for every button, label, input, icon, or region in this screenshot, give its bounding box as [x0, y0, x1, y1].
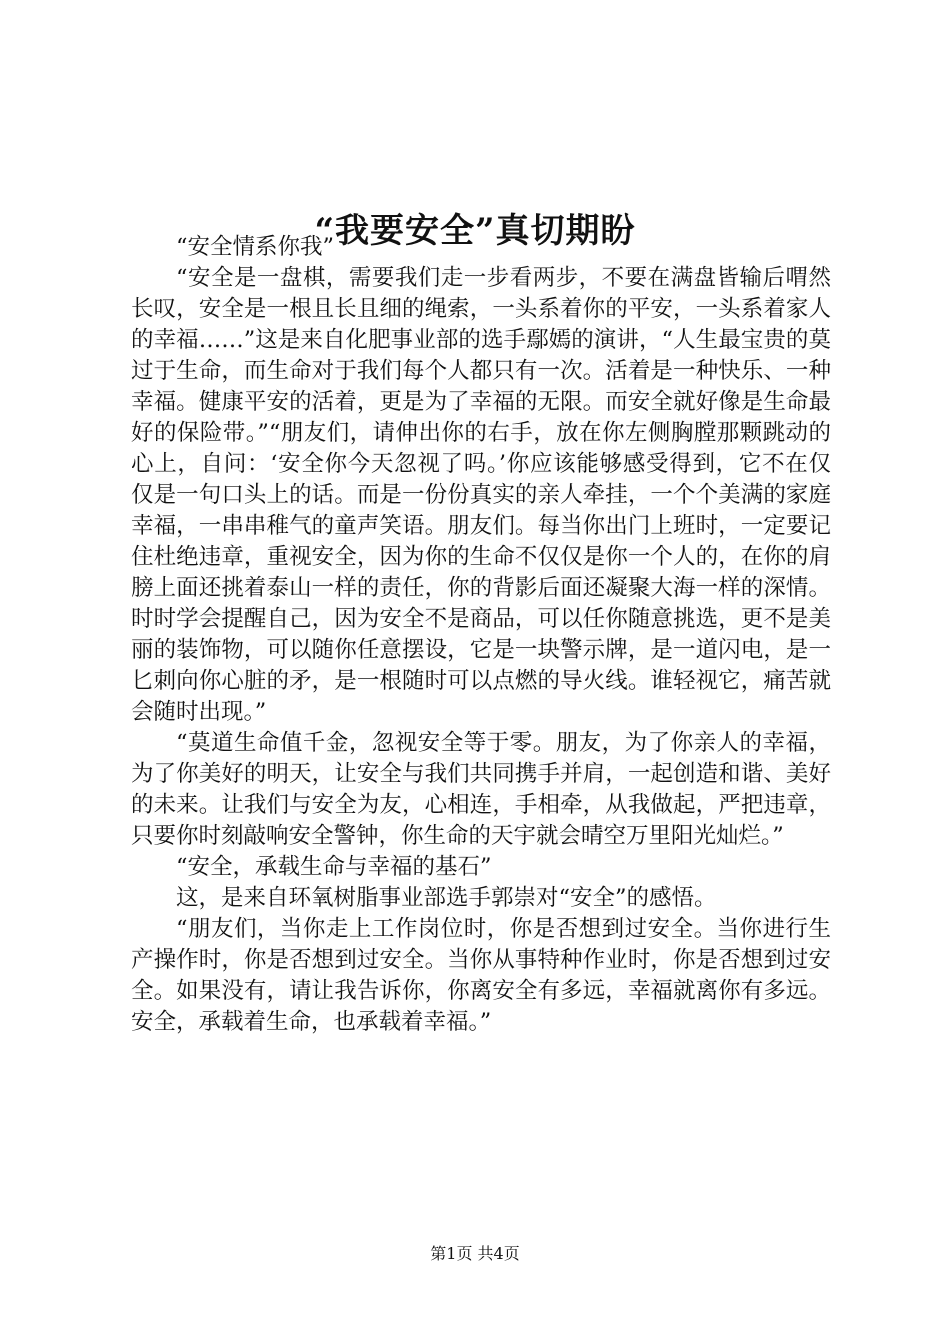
page-number-footer: 第1页 共4页: [430, 1244, 520, 1263]
document-title: “我要安全”真切期盼: [314, 210, 636, 251]
section-heading: “安全，承载生命与幸福的基石”: [176, 854, 492, 880]
section-heading: “安全情系你我”: [176, 234, 335, 260]
body-paragraph: “朋友们，当你走上工作岗位时，你是否想到过安全。当你进行生产操作时，你是否想到过安全。当你从事特种作业时，你是否想到过安全。如果没有，请让我告诉你，你离安全有多远，幸福就离你有多远。安全，承载着生命，也承载着幸福。”: [131, 916, 831, 1035]
document-body: [131, 232, 831, 1038]
body-paragraph: “安全是一盘棋，需要我们走一步看两步，不要在满盘皆输后喟然长叹，安全是一根且长且细的绳索，一头系着你的平安，一头系着家人的幸福……”这是来自化肥事业部的选手鄢嫣的演讲，“人生最宝贵的莫过于生命，而生命对于我们每个人都只有一次。活着是一种快乐、一种幸福。健康平安的活着，更是为了幸福的无限。而安全就好像是生命最好的保险带。”“朋友们，请伸出你的右手，放在你左侧胸膛那颗跳动的心上，自问：‘安全你今天忽视了吗。’你应该能够感受得到，它不在仅仅是一句口头上的话。而是一份份真实的亲人牵挂，一个个美满的家庭幸福，一串串稚气的童声笑语。朋友们。每当你出门上班时，一定要记住杜绝违章，重视安全，因为你的生命不仅仅是你一个人的，在你的肩膀上面还挑着泰山一样的责任，你的背影后面还凝聚大海一样的深情。时时学会提醒自己，因为安全不是商品，可以任你随意挑选，更不是美丽的装饰物，可以随你任意摆设，它是一块警示牌，是一道闪电，是一匕刺向你心脏的矛，是一根随时可以点燃的导火线。谁轻视它，痛苦就会随时出现。”: [131, 265, 831, 725]
body-paragraph: “莫道生命值千金，忽视安全等于零。朋友，为了你亲人的幸福，为了你美好的明天，让安全与我们共同携手并肩，一起创造和谐、美好的未来。让我们与安全为友，心相连，手相牵，从我做起，严把违章，只要你时刻敲响安全警钟，你生命的天宇就会晴空万里阳光灿烂。”: [131, 730, 831, 849]
body-paragraph: 这，是来自环氧树脂事业部选手郭崇对“安全”的感悟。: [176, 885, 717, 911]
